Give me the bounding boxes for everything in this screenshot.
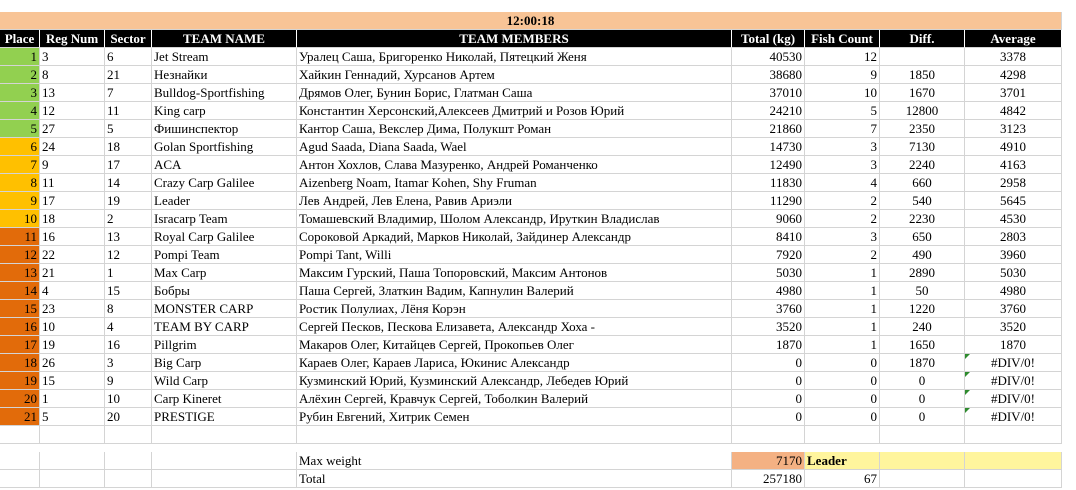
total-cell[interactable]: 38680 <box>732 66 805 84</box>
team-members-cell[interactable]: Ростик Полулиах, Лёня Корэн <box>297 300 732 318</box>
diff-cell[interactable]: 50 <box>880 282 965 300</box>
leader-fill[interactable] <box>880 452 965 470</box>
reg-num-cell[interactable]: 23 <box>40 300 105 318</box>
total-cell[interactable]: 3520 <box>732 318 805 336</box>
team-name-cell[interactable]: Бобры <box>152 282 297 300</box>
place-cell[interactable]: 7 <box>0 156 40 174</box>
team-members-cell[interactable]: Максим Гурский, Паша Топоровский, Максим Антонов <box>297 264 732 282</box>
total-cell[interactable]: 8410 <box>732 228 805 246</box>
table-row <box>0 228 1076 246</box>
place-cell[interactable]: 4 <box>0 102 40 120</box>
total-cell[interactable]: 37010 <box>732 84 805 102</box>
fish-count-cell[interactable]: 1 <box>805 282 880 300</box>
place-cell[interactable]: 6 <box>0 138 40 156</box>
reg-num-cell[interactable]: 1 <box>40 390 105 408</box>
average-cell[interactable]: #DIV/0! <box>965 372 1062 390</box>
sector-cell[interactable]: 11 <box>105 102 152 120</box>
total-cell[interactable]: 1870 <box>732 336 805 354</box>
average-cell[interactable]: 4163 <box>965 156 1062 174</box>
table-row <box>0 66 1076 84</box>
total-cell[interactable]: 9060 <box>732 210 805 228</box>
sector-cell[interactable]: 21 <box>105 66 152 84</box>
fish-count-cell[interactable]: 3 <box>805 228 880 246</box>
average-cell[interactable]: 2958 <box>965 174 1062 192</box>
average-cell[interactable]: 5030 <box>965 264 1062 282</box>
fish-count-cell[interactable]: 1 <box>805 336 880 354</box>
team-members-cell[interactable]: Уралец Саша, Бригоренко Николай, Пятецкий Женя <box>297 48 732 66</box>
empty-cell[interactable] <box>40 470 105 488</box>
average-cell[interactable]: 2803 <box>965 228 1062 246</box>
total-fish-value[interactable]: 67 <box>805 470 880 488</box>
header-sector[interactable]: Sector <box>105 30 152 48</box>
team-members-cell[interactable]: Алёхин Сергей, Кравчук Сергей, Тоболкин Валерий <box>297 390 732 408</box>
error-flag-icon <box>965 354 970 359</box>
team-members-cell[interactable]: Agud Saada, Diana Saada, Wael <box>297 138 732 156</box>
empty-cell[interactable] <box>805 426 880 444</box>
reg-num-cell[interactable]: 21 <box>40 264 105 282</box>
team-name-cell[interactable]: Pillgrim <box>152 336 297 354</box>
average-cell[interactable]: 4530 <box>965 210 1062 228</box>
total-cell[interactable]: 3760 <box>732 300 805 318</box>
total-cell[interactable]: 11830 <box>732 174 805 192</box>
fish-count-cell[interactable]: 0 <box>805 354 880 372</box>
error-flag-icon <box>965 372 970 377</box>
team-name-cell[interactable]: Carp Kineret <box>152 390 297 408</box>
team-members-cell[interactable]: Рубин Евгений, Хитрик Семен <box>297 408 732 426</box>
place-cell[interactable]: 21 <box>0 408 40 426</box>
sector-cell[interactable]: 4 <box>105 318 152 336</box>
place-cell[interactable]: 15 <box>0 300 40 318</box>
place-cell[interactable]: 10 <box>0 210 40 228</box>
empty-cell[interactable] <box>152 452 297 470</box>
team-name-cell[interactable]: PRESTIGE <box>152 408 297 426</box>
place-cell[interactable]: 11 <box>0 228 40 246</box>
time-row <box>0 12 1076 30</box>
diff-cell[interactable]: 1670 <box>880 84 965 102</box>
average-cell[interactable]: 4980 <box>965 282 1062 300</box>
table-row <box>0 300 1076 318</box>
diff-cell[interactable]: 2350 <box>880 120 965 138</box>
total-cell[interactable]: 21860 <box>732 120 805 138</box>
team-name-cell[interactable]: Jet Stream <box>152 48 297 66</box>
place-cell[interactable]: 8 <box>0 174 40 192</box>
empty-cell[interactable] <box>297 426 732 444</box>
team-members-cell[interactable]: Лев Андрей, Лев Елена, Равив Ариэли <box>297 192 732 210</box>
empty-cell[interactable] <box>732 426 805 444</box>
fish-count-cell[interactable]: 1 <box>805 264 880 282</box>
reg-num-cell[interactable]: 26 <box>40 354 105 372</box>
team-name-cell[interactable]: Фишинспектор <box>152 120 297 138</box>
reg-num-cell[interactable]: 16 <box>40 228 105 246</box>
fish-count-cell[interactable]: 9 <box>805 66 880 84</box>
sector-cell[interactable]: 20 <box>105 408 152 426</box>
header-diff[interactable]: Diff. <box>880 30 965 48</box>
table-row <box>0 264 1076 282</box>
error-flag-icon <box>965 408 970 413</box>
average-cell[interactable]: #DIV/0! <box>965 390 1062 408</box>
total-cell[interactable]: 14730 <box>732 138 805 156</box>
header-reg-num[interactable]: Reg Num <box>40 30 105 48</box>
sector-cell[interactable]: 17 <box>105 156 152 174</box>
average-cell[interactable]: 3960 <box>965 246 1062 264</box>
empty-cell[interactable] <box>880 470 965 488</box>
place-cell[interactable]: 18 <box>0 354 40 372</box>
table-row <box>0 408 1076 426</box>
fish-count-cell[interactable]: 1 <box>805 300 880 318</box>
average-cell[interactable]: 5645 <box>965 192 1062 210</box>
max-weight-row <box>0 452 1076 470</box>
table-row <box>0 84 1076 102</box>
diff-cell[interactable]: 7130 <box>880 138 965 156</box>
total-cell[interactable]: 11290 <box>732 192 805 210</box>
leader-label[interactable]: Leader <box>805 452 880 470</box>
table-row <box>0 336 1076 354</box>
team-members-cell[interactable]: Макаров Олег, Китайцев Сергей, Прокопьев Олег <box>297 336 732 354</box>
fish-count-cell[interactable]: 0 <box>805 372 880 390</box>
place-cell[interactable]: 5 <box>0 120 40 138</box>
reg-num-cell[interactable]: 5 <box>40 408 105 426</box>
team-name-cell[interactable]: King carp <box>152 102 297 120</box>
empty-cell[interactable] <box>152 470 297 488</box>
team-members-cell[interactable]: Дрямов Олег, Бунин Борис, Глатман Саша <box>297 84 732 102</box>
empty-cell[interactable] <box>105 426 152 444</box>
fish-count-cell[interactable]: 10 <box>805 84 880 102</box>
table-row <box>0 192 1076 210</box>
total-cell[interactable]: 12490 <box>732 156 805 174</box>
sector-cell[interactable]: 7 <box>105 84 152 102</box>
team-name-cell[interactable]: Незнайки <box>152 66 297 84</box>
fish-count-cell[interactable]: 2 <box>805 210 880 228</box>
header-place[interactable]: Place <box>0 30 40 48</box>
total-cell[interactable]: 40530 <box>732 48 805 66</box>
sector-cell[interactable]: 12 <box>105 246 152 264</box>
header-fish-count[interactable]: Fish Count <box>805 30 880 48</box>
team-name-cell[interactable]: MONSTER CARP <box>152 300 297 318</box>
diff-cell[interactable]: 660 <box>880 174 965 192</box>
empty-cell[interactable] <box>880 426 965 444</box>
table-row <box>0 102 1076 120</box>
sector-cell[interactable]: 9 <box>105 372 152 390</box>
empty-cell[interactable] <box>0 470 40 488</box>
team-members-cell[interactable]: Караев Олег, Караев Лариса, Юкинис Александр <box>297 354 732 372</box>
table-row <box>0 354 1076 372</box>
reg-num-cell[interactable]: 13 <box>40 84 105 102</box>
place-cell[interactable]: 16 <box>0 318 40 336</box>
sector-cell[interactable]: 1 <box>105 264 152 282</box>
diff-cell[interactable]: 540 <box>880 192 965 210</box>
total-cell[interactable]: 4980 <box>732 282 805 300</box>
sector-cell[interactable]: 19 <box>105 192 152 210</box>
header-team-members[interactable]: TEAM MEMBERS <box>297 30 732 48</box>
place-cell[interactable]: 12 <box>0 246 40 264</box>
leader-fill[interactable] <box>965 452 1062 470</box>
sector-cell[interactable]: 13 <box>105 228 152 246</box>
total-cell[interactable]: 0 <box>732 390 805 408</box>
fish-count-cell[interactable]: 3 <box>805 156 880 174</box>
average-cell[interactable]: 3701 <box>965 84 1062 102</box>
table-row <box>0 390 1076 408</box>
place-cell[interactable]: 17 <box>0 336 40 354</box>
empty-cell[interactable] <box>40 426 105 444</box>
team-members-cell[interactable]: Кузминский Юрий, Кузминский Александр, Лебедев Юрий <box>297 372 732 390</box>
team-members-cell[interactable]: Сороковой Аркадий, Марков Николай, Зайдинер Александр <box>297 228 732 246</box>
diff-cell[interactable]: 240 <box>880 318 965 336</box>
sector-cell[interactable]: 8 <box>105 300 152 318</box>
error-flag-icon <box>965 390 970 395</box>
average-cell[interactable]: 3123 <box>965 120 1062 138</box>
team-members-cell[interactable]: Антон Хохлов, Слава Мазуренко, Андрей Романченко <box>297 156 732 174</box>
diff-cell[interactable]: 0 <box>880 372 965 390</box>
header-team-name[interactable]: TEAM NAME <box>152 30 297 48</box>
sector-cell[interactable]: 3 <box>105 354 152 372</box>
team-members-cell[interactable]: Сергей Песков, Пескова Елизавета, Александр Хоха - <box>297 318 732 336</box>
fish-count-cell[interactable]: 0 <box>805 408 880 426</box>
diff-cell[interactable]: 1220 <box>880 300 965 318</box>
team-members-cell[interactable]: Aizenberg Noam, Itamar Kohen, Shy Fruman <box>297 174 732 192</box>
empty-cell[interactable] <box>152 426 297 444</box>
team-members-cell[interactable]: Кантор Саша, Векслер Дима, Полукшт Роман <box>297 120 732 138</box>
total-cell[interactable]: 0 <box>732 408 805 426</box>
diff-cell[interactable]: 0 <box>880 390 965 408</box>
fish-count-cell[interactable]: 5 <box>805 102 880 120</box>
fish-count-cell[interactable]: 0 <box>805 390 880 408</box>
reg-num-cell[interactable]: 18 <box>40 210 105 228</box>
table-row <box>0 282 1076 300</box>
sector-cell[interactable]: 10 <box>105 390 152 408</box>
max-weight-value[interactable]: 7170 <box>732 452 805 470</box>
place-cell[interactable]: 13 <box>0 264 40 282</box>
empty-cell[interactable] <box>105 452 152 470</box>
reg-num-cell[interactable]: 19 <box>40 336 105 354</box>
table-row <box>0 210 1076 228</box>
team-name-cell[interactable]: Isracarp Team <box>152 210 297 228</box>
table-row <box>0 120 1076 138</box>
sector-cell[interactable]: 18 <box>105 138 152 156</box>
total-cell[interactable]: 5030 <box>732 264 805 282</box>
max-weight-label[interactable]: Max weight <box>297 452 732 470</box>
team-members-cell[interactable]: Константин Херсонский,Алексеев Дмитрий и Розов Юрий <box>297 102 732 120</box>
team-name-cell[interactable]: Leader <box>152 192 297 210</box>
team-members-cell[interactable]: Хайкин Геннадий, Хурсанов Артем <box>297 66 732 84</box>
fish-count-cell[interactable]: 2 <box>805 246 880 264</box>
total-row <box>0 470 1076 488</box>
table-row <box>0 48 1076 66</box>
empty-cell[interactable] <box>965 470 1062 488</box>
total-weight-value[interactable]: 257180 <box>732 470 805 488</box>
diff-cell[interactable]: 1650 <box>880 336 965 354</box>
average-cell[interactable]: #DIV/0! <box>965 354 1062 372</box>
empty-cell[interactable] <box>965 426 1062 444</box>
reg-num-cell[interactable]: 8 <box>40 66 105 84</box>
team-name-cell[interactable]: Wild Carp <box>152 372 297 390</box>
diff-cell[interactable]: 2890 <box>880 264 965 282</box>
table-row <box>0 156 1076 174</box>
reg-num-cell[interactable]: 22 <box>40 246 105 264</box>
place-cell[interactable]: 19 <box>0 372 40 390</box>
team-name-cell[interactable]: Pompi Team <box>152 246 297 264</box>
diff-cell[interactable]: 490 <box>880 246 965 264</box>
average-cell[interactable]: #DIV/0! <box>965 408 1062 426</box>
reg-num-cell[interactable]: 11 <box>40 174 105 192</box>
empty-cell[interactable] <box>40 452 105 470</box>
diff-cell[interactable]: 2240 <box>880 156 965 174</box>
empty-cell[interactable] <box>105 470 152 488</box>
average-cell[interactable]: 3760 <box>965 300 1062 318</box>
total-cell[interactable]: 0 <box>732 354 805 372</box>
average-cell[interactable]: 3520 <box>965 318 1062 336</box>
fish-count-cell[interactable]: 1 <box>805 318 880 336</box>
fish-count-cell[interactable]: 2 <box>805 192 880 210</box>
team-name-cell[interactable]: Royal Carp Galilee <box>152 228 297 246</box>
team-name-cell[interactable]: Crazy Carp Galilee <box>152 174 297 192</box>
average-cell[interactable]: 4842 <box>965 102 1062 120</box>
team-name-cell[interactable]: Max Carp <box>152 264 297 282</box>
place-cell[interactable]: 14 <box>0 282 40 300</box>
sector-cell[interactable]: 6 <box>105 48 152 66</box>
table-row <box>0 174 1076 192</box>
reg-num-cell[interactable]: 17 <box>40 192 105 210</box>
sector-cell[interactable]: 2 <box>105 210 152 228</box>
team-name-cell[interactable]: Big Carp <box>152 354 297 372</box>
team-name-cell[interactable]: Bulldog-Sportfishing <box>152 84 297 102</box>
sector-cell[interactable]: 14 <box>105 174 152 192</box>
team-name-cell[interactable]: TEAM BY CARP <box>152 318 297 336</box>
average-cell[interactable]: 3378 <box>965 48 1062 66</box>
average-cell[interactable]: 4910 <box>965 138 1062 156</box>
header-total[interactable]: Total (kg) <box>732 30 805 48</box>
reg-num-cell[interactable]: 15 <box>40 372 105 390</box>
place-cell[interactable]: 9 <box>0 192 40 210</box>
table-row <box>0 318 1076 336</box>
fish-count-cell[interactable]: 3 <box>805 138 880 156</box>
diff-cell[interactable]: 12800 <box>880 102 965 120</box>
table-row <box>0 372 1076 390</box>
reg-num-cell[interactable]: 27 <box>40 120 105 138</box>
header-average[interactable]: Average <box>965 30 1062 48</box>
total-label[interactable]: Total <box>297 470 732 488</box>
team-members-cell[interactable]: Томашевский Владимир, Шолом Александр, Ируткин Владислав <box>297 210 732 228</box>
place-cell[interactable]: 2 <box>0 66 40 84</box>
table-row <box>0 246 1076 264</box>
diff-cell[interactable] <box>880 48 965 66</box>
reg-num-cell[interactable]: 24 <box>40 138 105 156</box>
empty-cell[interactable] <box>0 426 40 444</box>
diff-cell[interactable]: 1870 <box>880 354 965 372</box>
table-row <box>0 138 1076 156</box>
diff-cell[interactable]: 2230 <box>880 210 965 228</box>
fish-count-cell[interactable]: 7 <box>805 120 880 138</box>
sector-cell[interactable]: 16 <box>105 336 152 354</box>
sector-cell[interactable]: 5 <box>105 120 152 138</box>
average-cell[interactable]: 1870 <box>965 336 1062 354</box>
place-cell[interactable]: 3 <box>0 84 40 102</box>
reg-num-cell[interactable]: 4 <box>40 282 105 300</box>
diff-cell[interactable]: 1850 <box>880 66 965 84</box>
reg-num-cell[interactable]: 9 <box>40 156 105 174</box>
reg-num-cell[interactable]: 12 <box>40 102 105 120</box>
total-cell[interactable]: 24210 <box>732 102 805 120</box>
reg-num-cell[interactable]: 10 <box>40 318 105 336</box>
total-cell[interactable]: 0 <box>732 372 805 390</box>
sector-cell[interactable]: 15 <box>105 282 152 300</box>
team-name-cell[interactable]: ACA <box>152 156 297 174</box>
diff-cell[interactable]: 650 <box>880 228 965 246</box>
blank-row <box>0 426 1076 444</box>
diff-cell[interactable]: 0 <box>880 408 965 426</box>
team-members-cell[interactable]: Паша Сергей, Златкин Вадим, Капнулин Валерий <box>297 282 732 300</box>
fish-count-cell[interactable]: 12 <box>805 48 880 66</box>
average-cell[interactable]: 4298 <box>965 66 1062 84</box>
fish-count-cell[interactable]: 4 <box>805 174 880 192</box>
reg-num-cell[interactable]: 3 <box>40 48 105 66</box>
place-cell[interactable]: 1 <box>0 48 40 66</box>
total-cell[interactable]: 7920 <box>732 246 805 264</box>
time-cell[interactable]: 12:00:18 <box>0 12 1062 30</box>
header-row <box>0 30 1076 48</box>
team-members-cell[interactable]: Pompi Tant, Willi <box>297 246 732 264</box>
empty-cell[interactable] <box>0 452 40 470</box>
team-name-cell[interactable]: Golan Sportfishing <box>152 138 297 156</box>
place-cell[interactable]: 20 <box>0 390 40 408</box>
